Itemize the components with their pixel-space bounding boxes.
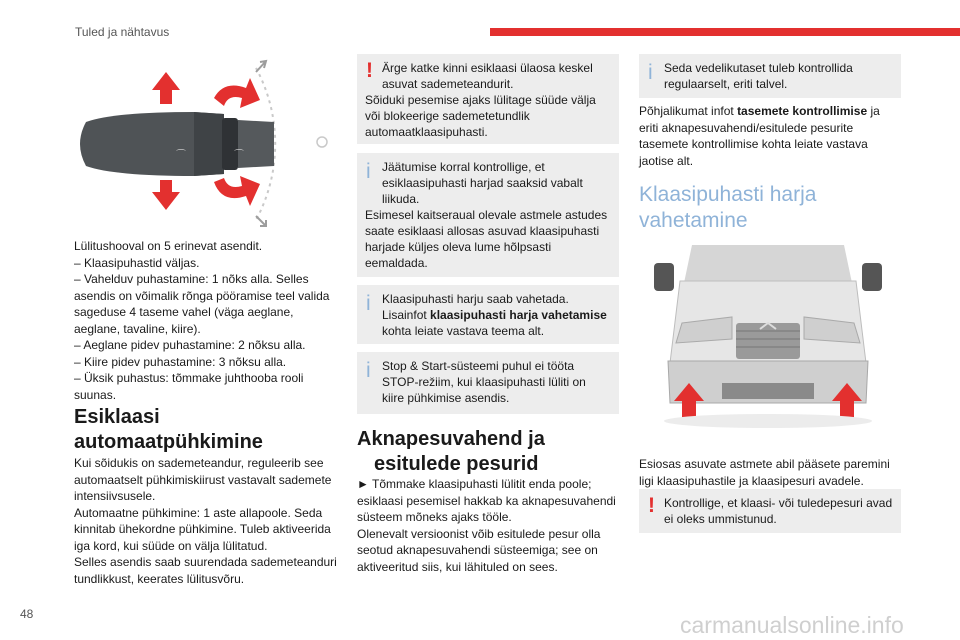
- svg-text:⌒: ⌒: [234, 150, 244, 161]
- note-text: Seda vedelikutaset tuleb kontrollida regulaarselt, eriti talvel.: [664, 61, 853, 91]
- paragraph-link-text: tasemete kontrollimise: [737, 104, 868, 118]
- info-note-fluid-level: [639, 54, 901, 98]
- info-icon: i: [366, 359, 371, 382]
- info-icon: i: [366, 292, 371, 315]
- position-item: – Klaasipuhastid väljas.: [74, 255, 200, 270]
- note-text: kohta leiate vastava teema alt.: [382, 324, 545, 338]
- note-text: Klaasipuhasti harju saab vahetada. Lisainfot: [382, 292, 569, 322]
- paragraph: Automaatne pühkimine: 1 aste allapoole. Seda kinnitab ühekordne pühkimine. Tuleb aktiveerida iga kord, kui süüde on välja lülitatud.: [74, 505, 331, 553]
- levels-check-text: [639, 103, 901, 169]
- auto-wiping-text: [74, 455, 338, 587]
- heading-line: automaatpühkimine: [74, 431, 263, 453]
- warning-icon: !: [648, 494, 655, 517]
- washer-text: [357, 476, 621, 575]
- svg-text:⌒: ⌒: [176, 150, 186, 161]
- position-item: – Aeglane pidev puhastamine: 2 nõksu alla.: [74, 338, 306, 352]
- heading-line: Aknapesuvahend ja: [357, 428, 545, 450]
- page-number: 48: [20, 607, 34, 621]
- paragraph: ► Tõmmake klaasipuhasti lülitit enda poole; esiklaasi pesemisel hakkab ka aknapesuvahendi süsteem mõneks ajaks tööle.: [357, 477, 616, 524]
- heading-line: vahetamine: [639, 209, 748, 232]
- note-text: Sõiduki pesemise ajaks lülitage süüde välja või blokeerige sademetetundlik automaatklaasipuhasti.: [365, 93, 596, 139]
- note-text: Kontrollige, et klaasi- või tuledepesuri avad ei oleks ummistunud.: [664, 496, 893, 526]
- positions-title: Lülitushooval on 5 erinevat asendit.: [74, 239, 263, 253]
- paragraph: Selles asendis saab suurendada sademeteanduri tundlikkust, keerates lülitusvõru.: [74, 555, 337, 586]
- warning-icon: !: [366, 59, 373, 82]
- paragraph: Olenevalt versioonist võib esitulede pesur olla seotud aknapesuvahendi süsteemiga; see on aktiveeritud siis, kui lähituled on sees.: [357, 526, 601, 574]
- heading-line: Klaasipuhasti harja: [639, 183, 817, 206]
- van-front-illustration: [652, 243, 884, 433]
- position-item: – Vahelduv puhastamine: 1 nõks alla. Selles asendis on võimalik rõnga pööramise teel valida sageduse 4 taseme vahel (väga aeglane, aeglane, tavaline, kiire).: [74, 272, 330, 336]
- warning-note-nozzles: [639, 489, 901, 533]
- running-header: Tuled ja nähtavus: [75, 25, 170, 39]
- paragraph: Kui sõidukis on sademeteandur, reguleerib see automaatselt pühkimiskiirust vastavalt sademete intensiivsusele.: [74, 456, 332, 503]
- paragraph-text: Põhjalikumat infot: [639, 104, 738, 118]
- positions-list: [74, 238, 336, 403]
- header-accent-bar: [490, 28, 960, 36]
- note-text: Ärge katke kinni esiklaasi ülaosa keskel asuvat sademeteandurit.: [382, 61, 593, 91]
- position-item: – Üksik puhastus: tõmmake juhthooba rooli suunas.: [74, 371, 304, 402]
- section-heading-auto-wiping: [74, 405, 336, 455]
- position-item: – Kiire pidev puhastamine: 3 nõksu alla.: [74, 354, 287, 369]
- heading-line: Esiklaasi: [74, 406, 160, 428]
- info-note-stop-start: [357, 352, 619, 414]
- info-note-wiper-blades: [357, 285, 619, 344]
- paragraph-text: ja eriti aknapesuvahendi/esitulede pesurite tasemete kontrollimise kohta leiate vastava jaotise alt.: [639, 104, 880, 168]
- note-text: Esimesel kaitseraual olevale astmele astudes saate esiklaasi allosas asuvad klaasipuhasti harjade küljes oleva lume hõlpsasti eemaldada.: [365, 208, 608, 270]
- note-text: Jäätumise korral kontrollige, et esiklaasipuhasti harjad saaksid vabalt liikuda.: [382, 160, 583, 206]
- info-note-freezing: [357, 153, 619, 277]
- note-link-text: klaasipuhasti harja vahetamise: [430, 308, 607, 322]
- steps-text: [639, 456, 901, 489]
- info-icon: i: [648, 61, 653, 84]
- paragraph: Esiosas asuvate astmete abil pääsete paremini ligi klaasipuhastile ja klaasipesuri avadele.: [639, 457, 890, 488]
- wiper-stalk-illustration: [74, 58, 336, 233]
- note-text: Stop & Start-süsteemi puhul ei tööta STOP-režiim, kui klaasipuhasti lüliti on kiire pühkimise asendis.: [382, 359, 586, 405]
- heading-line: esitulede pesurid: [374, 453, 539, 475]
- section-heading-washer: [357, 427, 619, 477]
- watermark: carmanualsonline.info: [680, 612, 904, 638]
- warning-note-rain-sensor: [357, 54, 619, 144]
- info-icon: i: [366, 160, 371, 183]
- section-heading-blade-replacement: [639, 182, 901, 234]
